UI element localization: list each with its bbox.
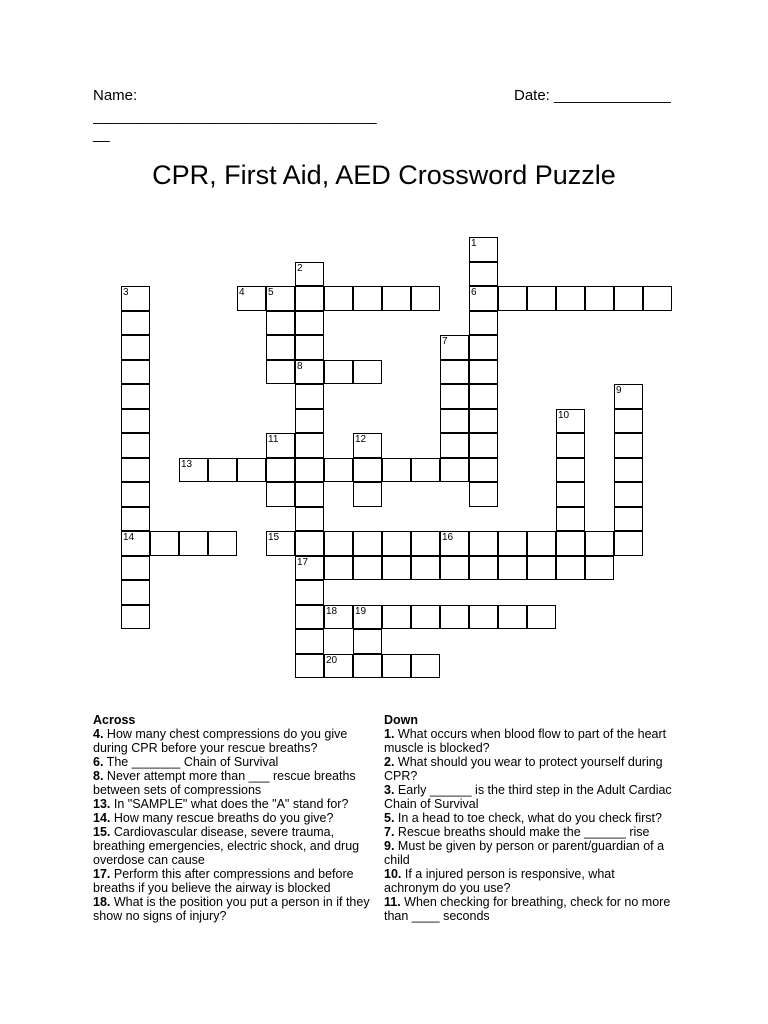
crossword-cell[interactable] (382, 531, 411, 556)
clue-number-label: 18. (93, 895, 111, 909)
crossword-cell[interactable] (353, 556, 382, 581)
crossword-cell[interactable] (295, 654, 324, 679)
clue-number: 4 (239, 287, 245, 298)
crossword-cell[interactable] (556, 458, 585, 483)
clue-number-label: 3. (384, 783, 395, 797)
crossword-cell[interactable] (382, 654, 411, 679)
clue-text: What is the position you put a person in if they show no signs of injury? (93, 895, 370, 923)
clue-number-label: 1. (384, 727, 395, 741)
clue-number-label: 2. (384, 755, 395, 769)
down-clue (384, 727, 672, 755)
crossword-cell[interactable] (556, 433, 585, 458)
crossword-cell[interactable] (527, 286, 556, 311)
clue-text: Cardiovascular disease, severe trauma, breathing emergencies, electric shock, and drug overdose can cause (93, 825, 360, 867)
crossword-cell[interactable] (324, 556, 353, 581)
crossword-cell[interactable] (556, 409, 585, 434)
crossword-cell[interactable] (121, 311, 150, 336)
across-clue (93, 825, 381, 867)
crossword-cell[interactable] (121, 286, 150, 311)
crossword-cell[interactable] (411, 458, 440, 483)
crossword-cell[interactable] (121, 433, 150, 458)
crossword-cell[interactable] (295, 580, 324, 605)
crossword-cell[interactable] (556, 556, 585, 581)
clue-text: In a head to toe check, what do you check first? (394, 811, 662, 825)
crossword-cell[interactable] (440, 335, 469, 360)
clue-text: How many rescue breaths do you give? (110, 811, 334, 825)
crossword-cell[interactable] (353, 629, 382, 654)
clue-number: 13 (181, 458, 193, 470)
clue-text: What should you wear to protect yourself during CPR? (384, 755, 663, 783)
clue-number: 19 (355, 605, 367, 617)
crossword-cell[interactable] (237, 286, 266, 311)
page-title: CPR, First Aid, AED Crossword Puzzle (152, 160, 616, 190)
crossword-cell[interactable] (121, 458, 150, 483)
crossword-cell[interactable] (440, 556, 469, 581)
crossword-cell[interactable] (324, 286, 353, 311)
crossword-cell[interactable] (266, 360, 295, 385)
clue-number: 12 (355, 434, 367, 445)
crossword-cell[interactable] (498, 531, 527, 556)
crossword-cell[interactable] (237, 458, 266, 483)
crossword-cell[interactable] (382, 556, 411, 581)
clue-number: 18 (326, 605, 338, 617)
clue-text: How many chest compressions do you give during CPR before your rescue breaths? (93, 727, 348, 755)
clue-text: What occurs when blood flow to part of the heart muscle is blocked? (384, 727, 667, 755)
crossword-cell[interactable] (295, 360, 324, 385)
crossword-cell[interactable] (208, 531, 237, 556)
crossword-cell[interactable] (440, 384, 469, 409)
date-field[interactable]: Date: ______________ (514, 87, 671, 104)
crossword-cell[interactable] (440, 605, 469, 630)
down-clues (384, 713, 672, 923)
crossword-cell[interactable] (121, 507, 150, 532)
crossword-cell[interactable] (121, 335, 150, 360)
crossword-cell[interactable] (295, 629, 324, 654)
clue-number-label: 17. (93, 867, 111, 881)
crossword-cell[interactable] (411, 556, 440, 581)
crossword-cell[interactable] (295, 262, 324, 287)
crossword-cell[interactable] (411, 654, 440, 679)
down-heading: Down (384, 713, 419, 727)
crossword-cell[interactable] (295, 482, 324, 507)
crossword-cell[interactable] (121, 531, 150, 556)
name-label: Name: (93, 87, 138, 104)
clue-number: 8 (297, 360, 303, 372)
clue-number-label: 4. (93, 727, 104, 741)
clue-number: 17 (297, 556, 309, 568)
crossword-cell[interactable] (353, 654, 382, 679)
crossword-cell[interactable] (324, 360, 353, 385)
crossword-cell[interactable] (556, 286, 585, 311)
crossword-cell[interactable] (527, 556, 556, 581)
crossword-cell[interactable] (121, 605, 150, 630)
crossword-cell[interactable] (353, 360, 382, 385)
crossword-cell[interactable] (469, 409, 498, 434)
clue-text: Must be given by person or parent/guardian of a child (384, 839, 665, 867)
crossword-cell[interactable] (498, 556, 527, 581)
crossword-cell[interactable] (614, 433, 643, 458)
clue-number: 14 (123, 532, 135, 543)
crossword-cell[interactable] (295, 384, 324, 409)
crossword-cell[interactable] (324, 654, 353, 679)
crossword-cell[interactable] (411, 605, 440, 630)
crossword-cell[interactable] (121, 384, 150, 409)
clue-number: 15 (268, 532, 280, 543)
clue-text: In "SAMPLE" what does the "A" stand for? (110, 797, 349, 811)
crossword-cell[interactable] (556, 482, 585, 507)
clue-text: If a injured person is responsive, what achronym do you use? (384, 867, 615, 895)
crossword-cell[interactable] (121, 580, 150, 605)
down-clue (384, 867, 672, 895)
clue-text: Rescue breaths should make the ______ rise (394, 825, 650, 839)
crossword-cell[interactable] (469, 531, 498, 556)
crossword-cell[interactable] (121, 409, 150, 434)
crossword-cell[interactable] (295, 458, 324, 483)
crossword-cell[interactable] (469, 458, 498, 483)
crossword-cell[interactable] (585, 286, 614, 311)
crossword-cell[interactable] (324, 531, 353, 556)
crossword-cell[interactable] (266, 311, 295, 336)
crossword-cell[interactable] (527, 531, 556, 556)
clue-text: Never attempt more than ___ rescue breaths between sets of compressions (93, 769, 356, 797)
crossword-cell[interactable] (353, 433, 382, 458)
crossword-cell[interactable] (469, 311, 498, 336)
crossword-cell[interactable] (469, 482, 498, 507)
crossword-cell[interactable] (121, 360, 150, 385)
clue-text: The _______ Chain of Survival (103, 755, 279, 769)
crossword-cell[interactable] (614, 409, 643, 434)
across-clue (93, 811, 381, 825)
clue-number-label: 11. (384, 895, 401, 909)
crossword-cell[interactable] (266, 335, 295, 360)
crossword-cell[interactable] (498, 605, 527, 630)
name-line-continuation: __ (93, 126, 110, 143)
crossword-cell[interactable] (585, 531, 614, 556)
across-clue (93, 727, 381, 755)
crossword-cell[interactable] (295, 507, 324, 532)
down-clue (384, 839, 672, 867)
down-clue (384, 811, 672, 825)
crossword-cell[interactable] (353, 286, 382, 311)
crossword-cell[interactable] (353, 482, 382, 507)
clue-number: 6 (471, 287, 477, 298)
clue-number-label: 5. (384, 811, 395, 825)
clue-number: 20 (326, 654, 338, 666)
across-clue (93, 867, 381, 895)
across-clues (93, 713, 381, 923)
crossword-cell[interactable] (411, 286, 440, 311)
crossword-cell[interactable] (614, 384, 643, 409)
crossword-cell[interactable] (295, 286, 324, 311)
clue-number-label: 14. (93, 811, 111, 825)
crossword-cell[interactable] (440, 360, 469, 385)
crossword-cell[interactable] (121, 482, 150, 507)
crossword-cell[interactable] (353, 458, 382, 483)
clue-number: 1 (471, 238, 477, 249)
clue-number: 9 (616, 385, 622, 396)
crossword-cell[interactable] (440, 433, 469, 458)
crossword-cell[interactable] (469, 384, 498, 409)
crossword-cell[interactable] (614, 507, 643, 532)
down-clue (384, 895, 672, 923)
crossword-cell[interactable] (353, 531, 382, 556)
down-clue (384, 755, 672, 783)
crossword-cell[interactable] (469, 335, 498, 360)
crossword-cell[interactable] (440, 409, 469, 434)
crossword-cell[interactable] (266, 458, 295, 483)
crossword-cell[interactable] (121, 556, 150, 581)
clue-text: When checking for breathing, check for no more than ____ seconds (384, 895, 671, 923)
clue-number: 5 (268, 287, 274, 298)
across-clue (93, 769, 381, 797)
clue-text: Early ______ is the third step in the Adult Cardiac Chain of Survival (384, 783, 672, 811)
crossword-cell[interactable] (295, 433, 324, 458)
crossword-cell[interactable] (469, 360, 498, 385)
crossword-cell[interactable] (469, 262, 498, 287)
clue-number-label: 10. (384, 867, 402, 881)
crossword-cell[interactable] (585, 556, 614, 581)
crossword-cell[interactable] (614, 458, 643, 483)
crossword-cell[interactable] (469, 556, 498, 581)
clue-number: 10 (558, 409, 570, 421)
clue-number-label: 7. (384, 825, 395, 839)
crossword-cell[interactable] (295, 311, 324, 336)
across-clue-list (93, 727, 381, 923)
name-line[interactable]: __________________________________ (93, 108, 377, 125)
clue-number: 3 (123, 287, 129, 298)
crossword-cell[interactable] (614, 531, 643, 556)
crossword-cell[interactable] (556, 531, 585, 556)
crossword-cell[interactable] (382, 458, 411, 483)
across-heading: Across (93, 713, 136, 727)
crossword-cell[interactable] (179, 531, 208, 556)
clue-number-label: 8. (93, 769, 104, 783)
crossword-cell[interactable] (411, 531, 440, 556)
crossword-cell[interactable] (266, 286, 295, 311)
crossword-cell[interactable] (469, 286, 498, 311)
clue-number-label: 15. (93, 825, 111, 839)
crossword-cell[interactable] (556, 507, 585, 532)
crossword-cell[interactable] (179, 458, 208, 483)
clue-number: 2 (297, 262, 303, 274)
crossword-cell[interactable] (440, 458, 469, 483)
crossword-cell[interactable] (643, 286, 672, 311)
across-clue (93, 755, 381, 769)
clue-number: 16 (442, 532, 454, 543)
crossword-cell[interactable] (382, 605, 411, 630)
crossword-cell[interactable] (614, 286, 643, 311)
crossword-cell[interactable] (295, 556, 324, 581)
crossword-cell[interactable] (295, 531, 324, 556)
crossword-cell[interactable] (498, 286, 527, 311)
clue-number-label: 6. (93, 755, 104, 769)
down-clue-list (384, 727, 672, 923)
crossword-cell[interactable] (382, 286, 411, 311)
crossword-cell[interactable] (266, 482, 295, 507)
crossword-cell[interactable] (266, 531, 295, 556)
crossword-cell[interactable] (469, 605, 498, 630)
crossword-cell[interactable] (266, 433, 295, 458)
down-clue (384, 783, 672, 811)
across-clue (93, 895, 381, 923)
crossword-cell[interactable] (295, 335, 324, 360)
crossword-cell[interactable] (295, 605, 324, 630)
crossword-cell[interactable] (440, 531, 469, 556)
crossword-cell[interactable] (469, 237, 498, 262)
down-clue (384, 825, 672, 839)
crossword-cell[interactable] (353, 605, 382, 630)
crossword-cell[interactable] (324, 605, 353, 630)
crossword-cell[interactable] (295, 409, 324, 434)
clue-text: Perform this after compressions and before breaths if you believe the airway is blocked (93, 867, 354, 895)
crossword-cell[interactable] (469, 433, 498, 458)
crossword-cell[interactable] (527, 605, 556, 630)
clue-number-label: 9. (384, 839, 395, 853)
clue-number-label: 13. (93, 797, 111, 811)
crossword-cell[interactable] (324, 458, 353, 483)
clue-number: 11 (268, 434, 279, 445)
crossword-cell[interactable] (150, 531, 179, 556)
across-clue (93, 797, 381, 811)
clue-number: 7 (442, 336, 448, 347)
crossword-cell[interactable] (208, 458, 237, 483)
crossword-cell[interactable] (614, 482, 643, 507)
